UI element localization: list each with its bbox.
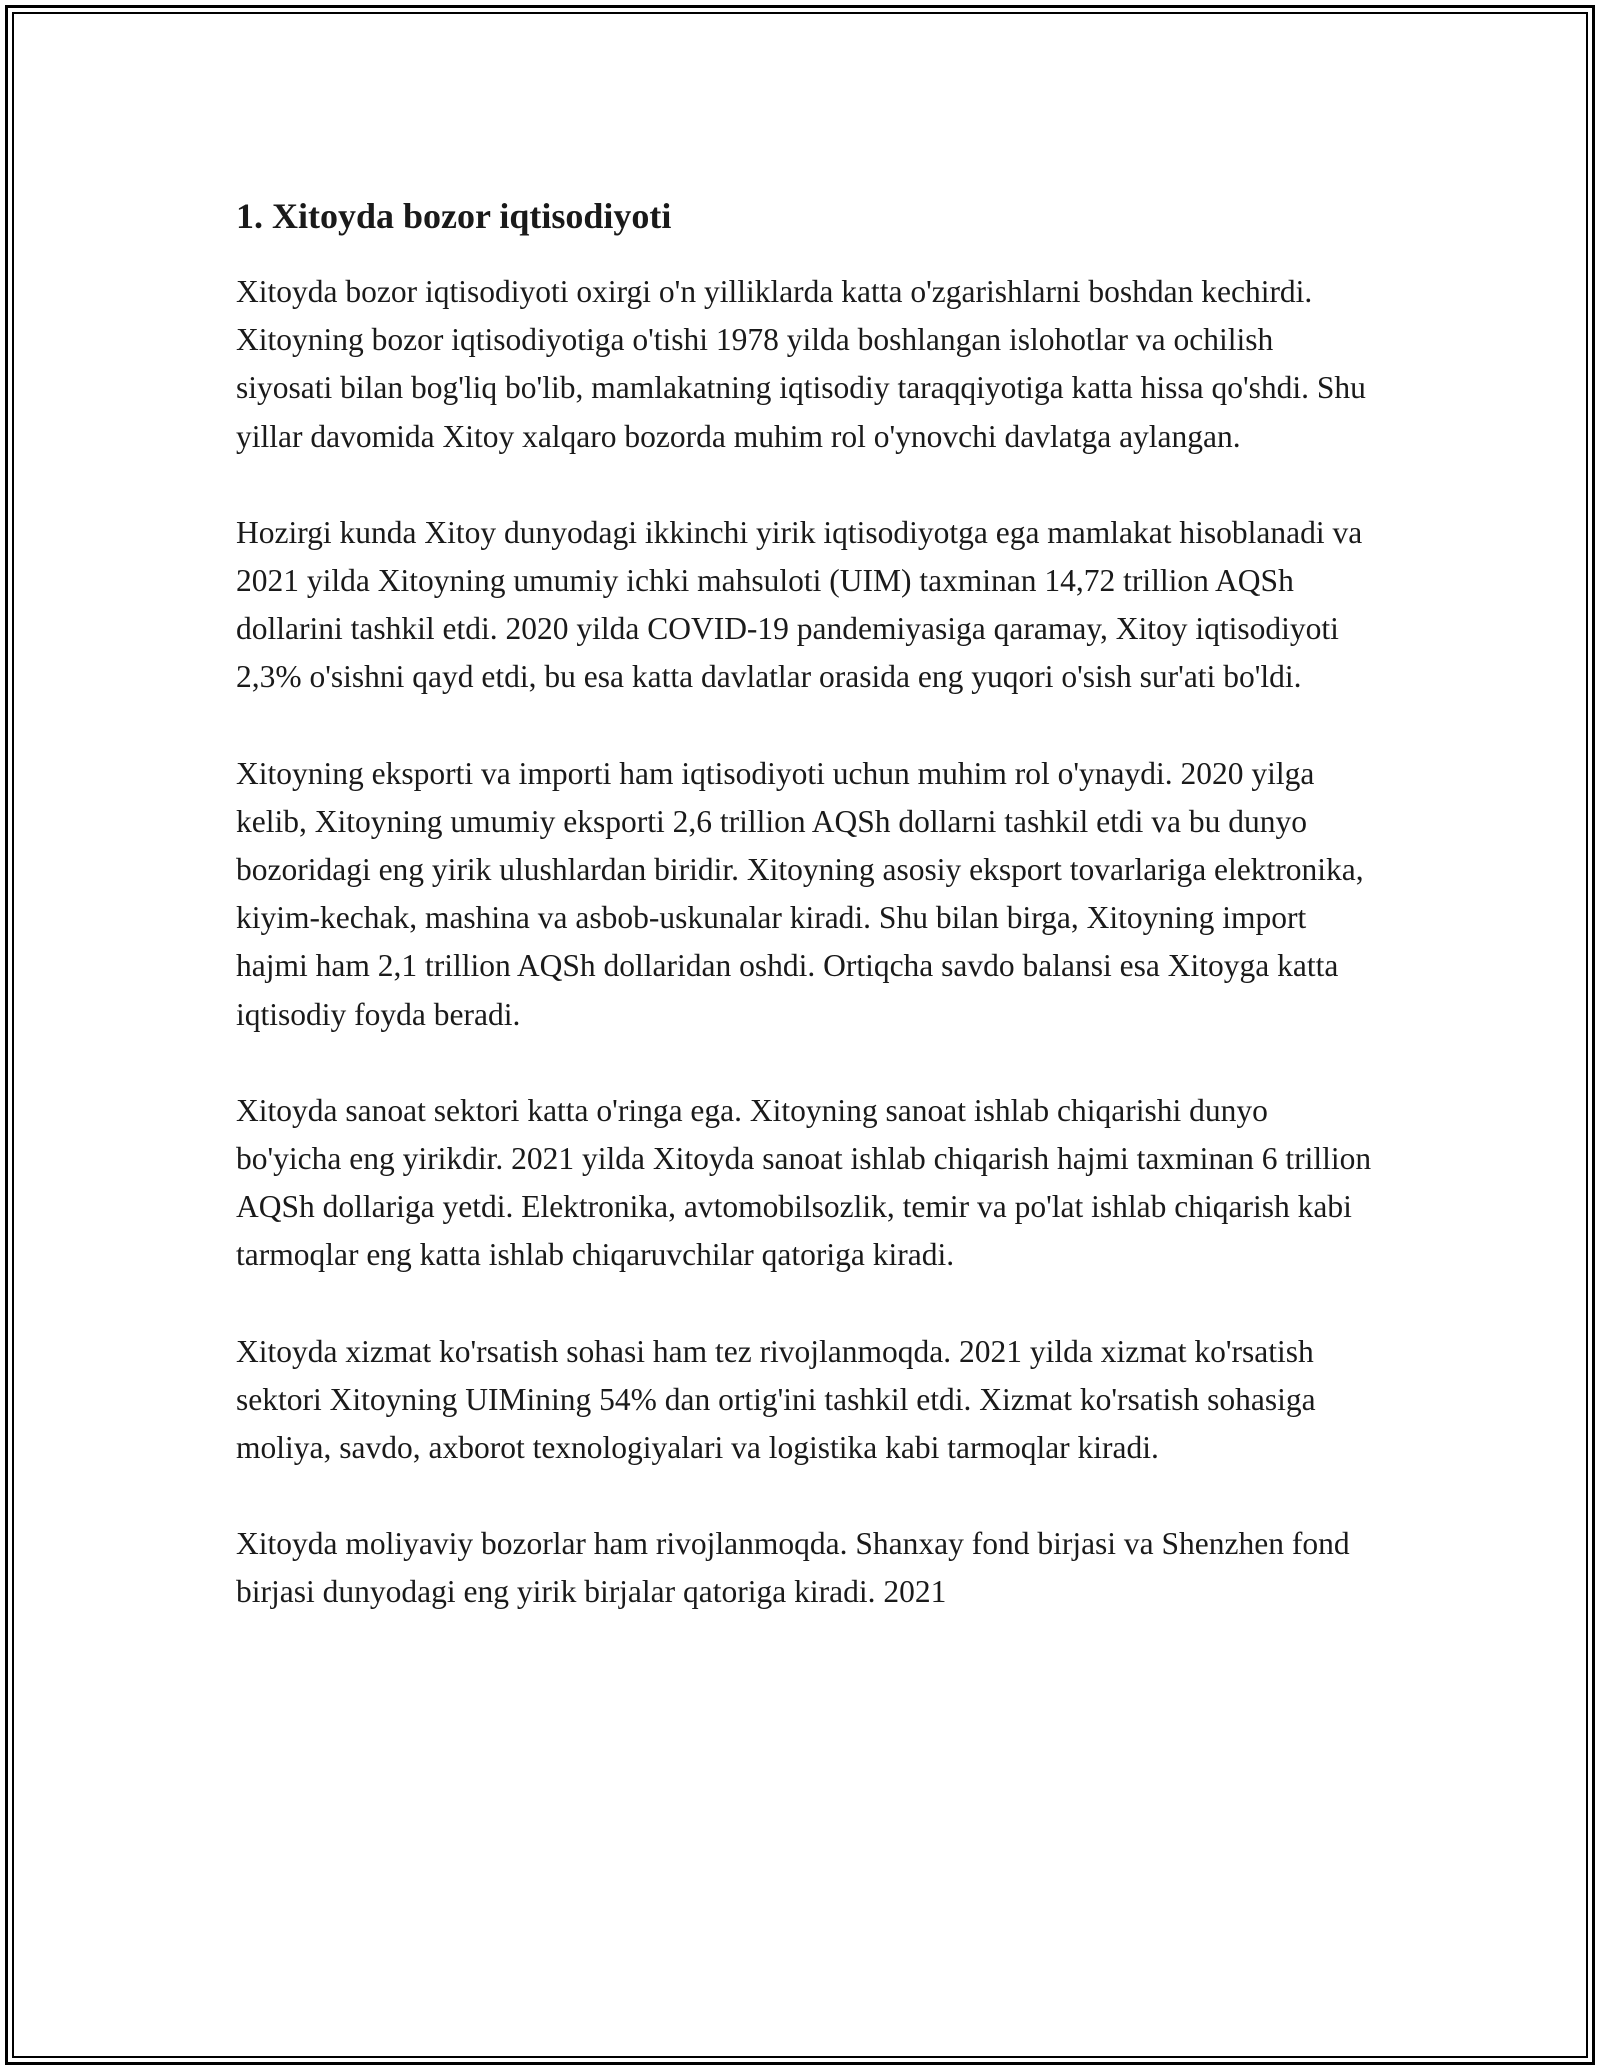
paragraph-5: Xitoyda xizmat ko'rsatish sohasi ham tez rivojlanmoqda. 2021 yilda xizmat ko'rsatish sektori Xitoyning UIMining 54% dan ortig'ini tashkil etdi. Xizmat ko'rsatish sohasiga moliya, savdo, axborot texnologiyalari va logistika kabi tarmoqlar kiradi. xyxy=(236,1333,1316,1466)
paragraph-3: Xitoyning eksporti va importi ham iqtisodiyoti uchun muhim rol o'ynaydi. 2020 yilga kelib, Xitoyning umumiy eksporti 2,6 trillion AQSh dollarni tashkil etdi va bu dunyo bozoridagi eng yirik ulushlardan biridir. Xitoyning asosiy eksport tovarlariga elektronika, kiyim-kechak, mashina va asbob-uskunalar kiradi. Shu bilan birga, Xitoyning import hajmi ham 2,1 trillion AQSh dollaridan oshdi. Ortiqcha savdo balansi esa Xitoyga katta iqtisodiy foyda beradi. xyxy=(236,755,1364,1032)
document-body xyxy=(236,188,1376,1665)
paragraph-4: Xitoyda sanoat sektori katta o'ringa ega. Xitoyning sanoat ishlab chiqarishi dunyo bo'yicha eng yirikdir. 2021 yilda Xitoyda sanoat ishlab chiqarish hajmi taxminan 6 trillion AQSh dollariga yetdi. Elektronika, avtomobilsozlik, temir va po'lat ishlab chiqarish kabi tarmoqlar eng katta ishlab chiqaruvchilar qatoriga kiradi. xyxy=(236,1092,1372,1273)
paragraph-1: Xitoyda bozor iqtisodiyoti oxirgi o'n yilliklarda katta o'zgarishlarni boshdan kechirdi. Xitoyning bozor iqtisodiyotiga o'tishi 1978 yilda boshlangan islohotlar va ochilish siyosati bilan bog'liq bo'lib, mamlakatning iqtisodiy taraqqiyotiga katta hissa qo'shdi. Shu yillar davomida Xitoy xalqaro bozorda muhim rol o'ynovchi davlatga aylangan. xyxy=(236,274,1366,454)
paragraph-2: Hozirgi kunda Xitoy dunyodagi ikkinchi yirik iqtisodiyotga ega mamlakat hisoblanadi va 2021 yilda Xitoyning umumiy ichki mahsuloti (UIM) taxminan 14,72 trillion AQSh dollarini tashkil etdi. 2020 yilda COVID-19 pandemiyasiga qaramay, Xitoy iqtisodiyoti 2,3% o'sishni qayd etdi, bu esa katta davlatlar orasida eng yuqori o'sish sur'ati bo'ldi. xyxy=(236,514,1363,695)
paragraph-6: Xitoyda moliyaviy bozorlar ham rivojlanmoqda. Shanxay fond birjasi va Shenzhen fond birjasi dunyodagi eng yirik birjalar qatoriga kiradi. 2021 xyxy=(236,1526,1350,1610)
section-heading: 1. Xitoyda bozor iqtisodiyoti xyxy=(236,196,672,236)
